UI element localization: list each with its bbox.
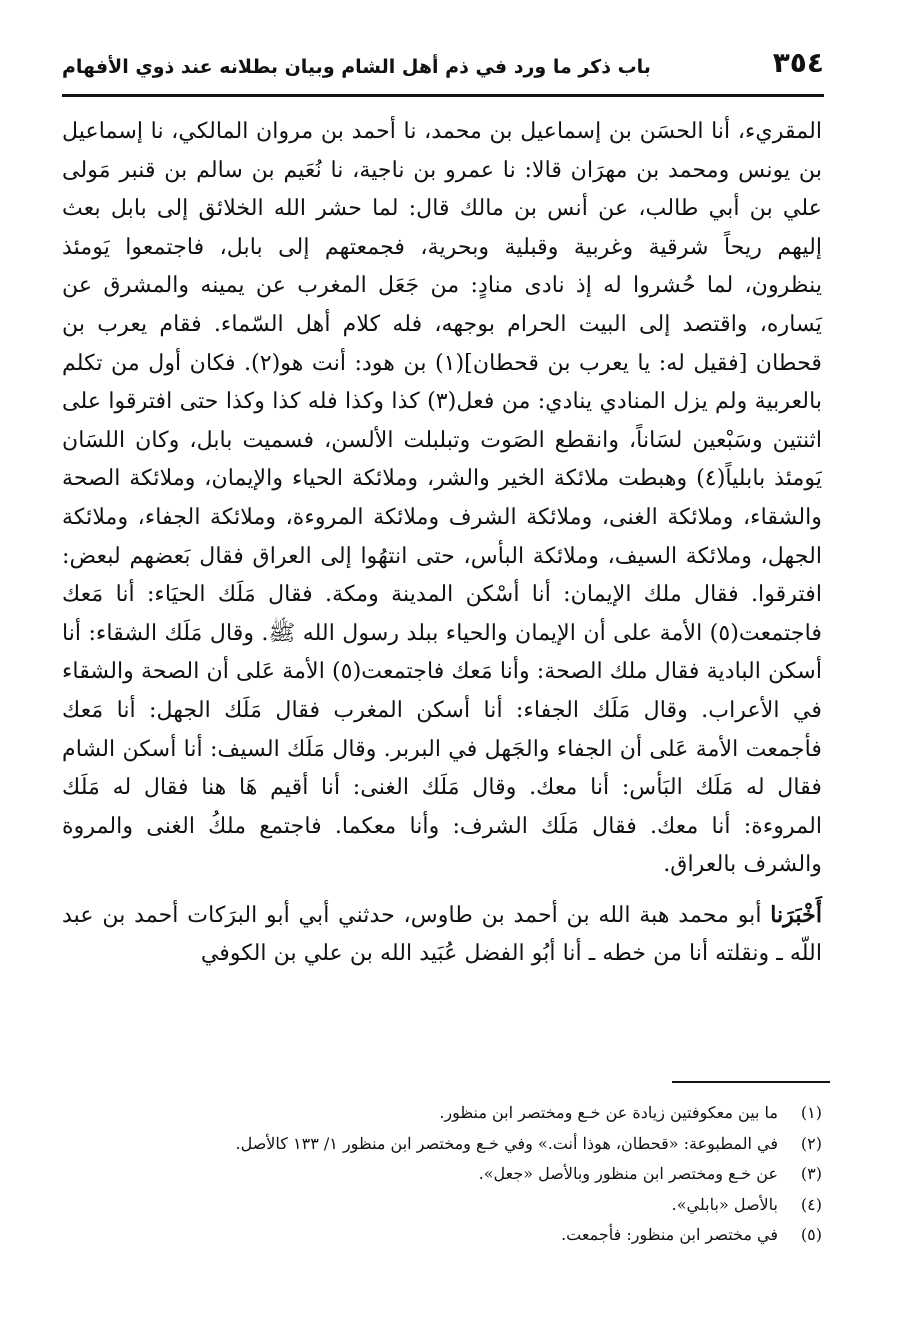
footnote-number: (٥) — [800, 1225, 822, 1244]
footnote — [100, 1190, 822, 1221]
footnote-number: (٢) — [800, 1133, 822, 1153]
footnote — [100, 1129, 822, 1160]
page-number: ٣٥٤ — [772, 46, 824, 79]
footnote-text: بالأصل «بابلي». — [671, 1194, 778, 1214]
footnote-number: (٤) — [800, 1194, 822, 1214]
footnote-text: في مختصر ابن منظور: فأجمعت. — [561, 1225, 778, 1244]
running-title: باب ذكر ما ورد في ذم أهل الشام وبيان بطلانه عند ذوي الأفهام — [62, 56, 651, 78]
footnote-number: (١) — [800, 1103, 822, 1122]
footnote-text: ما بين معكوفتين زيادة عن خـع ومختصر ابن منظور. — [439, 1103, 778, 1122]
footnote-divider — [672, 1081, 830, 1083]
footnote-number: (٣) — [800, 1164, 822, 1183]
footnote-text: عن خـع ومختصر ابن منظور وبالأصل «جعل». — [478, 1164, 778, 1183]
footnote — [100, 1098, 822, 1129]
paragraph — [62, 896, 822, 973]
footnote — [100, 1220, 822, 1251]
page-header — [62, 44, 824, 97]
main-text — [62, 112, 822, 973]
footnotes — [100, 1098, 822, 1251]
footnote-text: في المطبوعة: «قحطان، هوذا أنت.» وفي خـع ومختصر ابن منظور ١/ ١٣٣ كالأصل. — [235, 1133, 778, 1153]
lead-word: أَخْبَرَنا — [770, 901, 822, 928]
paragraph: المقريء، أنا الحسَن بن إسماعيل بن محمد، نا أحمد بن مروان المالكي، نا إسماعيل بن يونس ومحمد بن مهرَان قالا: نا عمرو بن ناجية، نا نُعَيم بن سالم بن قنبر مَولى علي بن أبي طالب، عن أنس بن مالك قال: لما حشر الله الخلائق إلى بابل بعث إليهم ريحاً شرقية وغربية وقبلية وبحرية، فجمعتهم إلى بابل، فاجتمعوا يَومئذ ينظرون، لما حُشروا له إذ نادى منادٍ: من جَعَل المغرب عن يمينه والمشرق عن يَساره، واقتصد إلى البيت الحرام بوجهه، فله كلام أهل السّماء. فقام يعرب بن قحطان [فقيل له: يا يعرب بن قحطان](١) بن هود: أنت هو(٢). فكان أول من تكلم بالعربية ولم يزل المنادي ينادي: من فعل(٣) كذا وكذا فله كذا وكذا حتى افترقوا على اثنتين وسَبْعين لسَاناً، وانقطع الصَوت وتبلبلت الألسن، فسميت بابل، وكان اللسَان يَومئذ بابلياً(٤) وهبطت ملائكة الخير والشر، وملائكة الحياء والإيمان، وملائكة الصحة والشقاء، وملائكة الغنى، وملائكة الشرف وملائكة المروءة، وملائكة الجفاء، وملائكة الجهل، وملائكة السيف، وملائكة البأس، حتى انتهُوا إلى العراق فقال بَعضهم لبعض: افترقوا. فقال ملك الإيمان: أنا أسْكن المدينة ومكة. فقال مَلَك الحيَاء: أنا مَعك فاجتمعت(٥) الأمة على أن الإيمان والحياء ببلد رسول الله ﷺ. وقال مَلَك الشقاء: أنا أسكن البادية فقال ملك الصحة: وأنا مَعك فاجتمعت(٥) الأمة عَلى أن الصحة والشقاء في الأعراب. وقال مَلَك الجفاء: أنا أسكن المغرب فقال مَلَك الجهل: أنا مَعك فأجمعت الأمة عَلى أن الجفاء والجَهل في البربر. وقال مَلَك السيف: أنا أسكن الشام فقال له مَلَك البَأس: أنا معك. وقال مَلَك الغنى: أنا أقيم هَا هنا فقال له مَلَك المروءة: أنا معك. فقال مَلَك الشرف: وأنا معكما. فاجتمع ملكُ الغنى والمروة والشرف بالعراق. — [62, 118, 823, 878]
paragraph-text: أبو محمد هبة الله بن أحمد بن طاوس، حدثني أبي أبو البرَكات أحمد بن عبد اللّه ـ ونقلته أنا من خطه ـ أنا أبُو الفضل عُبَيد الله بن علي بن الكوفي — [62, 901, 822, 967]
footnote — [100, 1159, 822, 1190]
